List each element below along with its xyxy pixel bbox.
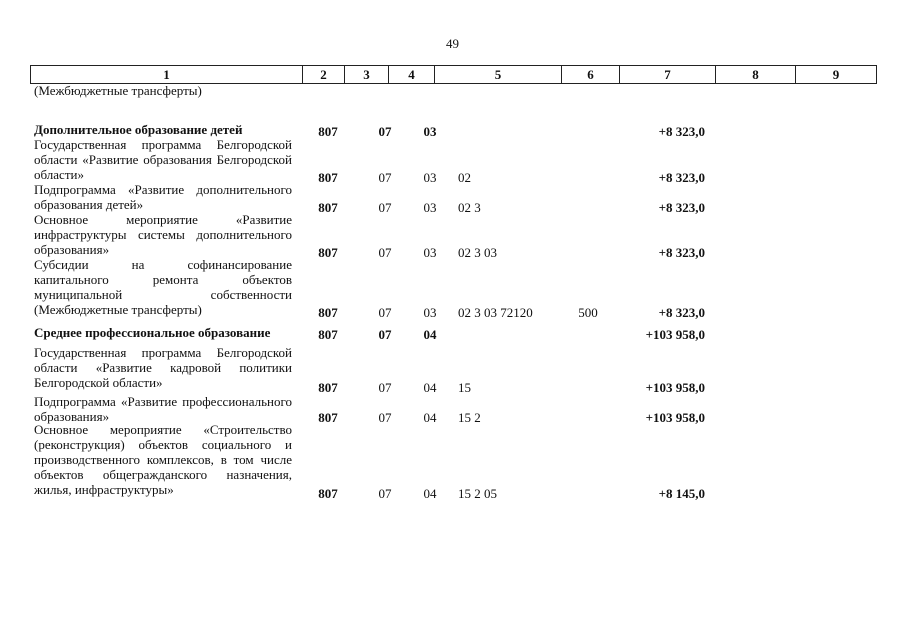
- section-code: 07: [378, 410, 392, 425]
- ved-code: 807: [318, 200, 338, 215]
- ved-code: 807: [318, 305, 338, 320]
- description-line: жилья, инфраструктуры»: [34, 482, 174, 497]
- header-col-5: 5: [435, 66, 562, 83]
- subsection-code: 04: [423, 380, 437, 395]
- subsection-code: 03: [423, 200, 437, 215]
- amount: +8 323,0: [658, 170, 705, 185]
- target-article-code: 15: [458, 380, 471, 395]
- ved-code: 807: [318, 486, 338, 501]
- description-line: муниципальной собственности: [34, 287, 292, 302]
- section-code: 07: [378, 305, 392, 320]
- page-number: 49: [446, 36, 459, 51]
- row-description: [34, 137, 292, 182]
- description-line: Основное мероприятие «Развитие: [34, 212, 292, 227]
- amount: +8 323,0: [658, 245, 705, 260]
- amount: +8 145,0: [658, 486, 705, 501]
- header-col-8: 8: [716, 66, 796, 83]
- description-line: Среднее профессиональное образование: [34, 325, 271, 340]
- description-line: (Межбюджетные трансферты): [34, 302, 202, 317]
- description-line: объектов общегражданского назначения,: [34, 467, 292, 482]
- target-article-code: 02 3 03: [458, 245, 497, 260]
- description-line: капитального ремонта объектов: [34, 272, 292, 287]
- subsection-code: 04: [423, 486, 437, 501]
- section-code: 07: [378, 170, 392, 185]
- subsection-code: 03: [423, 124, 437, 139]
- amount: +8 323,0: [658, 305, 705, 320]
- section-code: 07: [378, 200, 392, 215]
- header-col-2: 2: [303, 66, 345, 83]
- row-description: [34, 122, 292, 137]
- amount: +8 323,0: [658, 124, 705, 139]
- subsection-code: 03: [423, 305, 437, 320]
- section-code: 07: [378, 245, 392, 260]
- ved-code: 807: [318, 410, 338, 425]
- description-line: области»: [34, 167, 84, 182]
- row-description: [34, 422, 292, 497]
- ved-code: 807: [318, 380, 338, 395]
- section-code: 07: [378, 124, 392, 139]
- row-description: [34, 345, 292, 390]
- description-line: Государственная программа Белгородской: [34, 137, 292, 152]
- description-line: области «Развитие образования Белгородской: [34, 152, 292, 167]
- description-line: Белгородской области»: [34, 375, 163, 390]
- description-line: образования»: [34, 242, 110, 257]
- target-article-code: 02 3 03 72120: [458, 305, 533, 320]
- amount: +103 958,0: [645, 380, 705, 395]
- row-description: [34, 394, 292, 424]
- header-col-4: 4: [389, 66, 435, 83]
- ved-code: 807: [318, 124, 338, 139]
- subsection-code: 04: [423, 327, 437, 342]
- target-article-code: 02: [458, 170, 471, 185]
- target-article-code: 15 2: [458, 410, 481, 425]
- row-description: [34, 257, 292, 317]
- amount: +103 958,0: [645, 327, 705, 342]
- header-col-3: 3: [345, 66, 389, 83]
- description-line: производственного комплексов, в том числе: [34, 452, 292, 467]
- subsection-code: 04: [423, 410, 437, 425]
- ved-code: 807: [318, 170, 338, 185]
- section-code: 07: [378, 380, 392, 395]
- description-line: Дополнительное образование детей: [34, 122, 243, 137]
- row-description: [34, 83, 292, 98]
- ved-code: 807: [318, 327, 338, 342]
- description-line: области «Развитие кадровой политики: [34, 360, 292, 375]
- header-col-7: 7: [620, 66, 716, 83]
- row-description: [34, 325, 292, 340]
- target-article-code: 02 3: [458, 200, 481, 215]
- ved-code: 807: [318, 245, 338, 260]
- section-code: 07: [378, 486, 392, 501]
- target-article-code: 15 2 05: [458, 486, 497, 501]
- section-code: 07: [378, 327, 392, 342]
- description-line: (Межбюджетные трансферты): [34, 83, 202, 98]
- description-line: инфраструктуры системы дополнительного: [34, 227, 292, 242]
- expense-type-code: 500: [578, 305, 598, 320]
- description-line: Субсидии на софинансирование: [34, 257, 292, 272]
- description-line: (реконструкция) объектов социального и: [34, 437, 292, 452]
- description-line: Основное мероприятие «Строительство: [34, 422, 292, 437]
- row-description: [34, 212, 292, 257]
- header-col-9: 9: [832, 67, 840, 82]
- amount: +8 323,0: [658, 200, 705, 215]
- description-line: образования детей»: [34, 197, 144, 212]
- description-line: Государственная программа Белгородской: [34, 345, 292, 360]
- row-description: [34, 182, 292, 212]
- subsection-code: 03: [423, 170, 437, 185]
- description-line: образования»: [34, 409, 110, 424]
- header-col-6: 6: [562, 66, 620, 83]
- subsection-code: 03: [423, 245, 437, 260]
- amount: +103 958,0: [645, 410, 705, 425]
- description-line: Подпрограмма «Развитие профессионального: [34, 394, 292, 409]
- description-line: Подпрограмма «Развитие дополнительного: [34, 182, 292, 197]
- header-col-1: 1: [31, 66, 303, 83]
